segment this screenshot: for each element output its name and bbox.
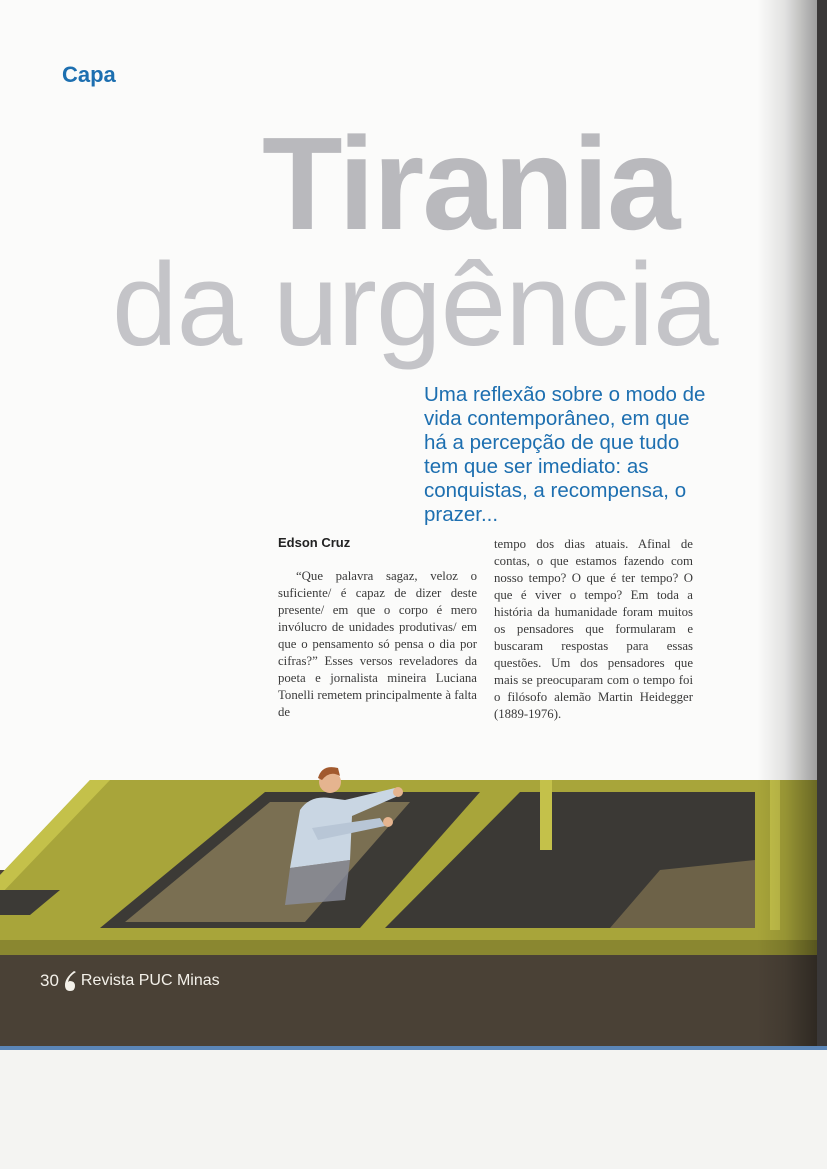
- author-name: Edson Cruz: [278, 535, 351, 550]
- article-subtitle: Uma reflexão sobre o modo de vida contemporâneo, em que há a percepção de que tudo tem que ser imediato: as conquistas, a recompensa, o prazer...: [424, 383, 706, 526]
- scan-bottom-edge: [0, 1046, 827, 1050]
- headline-line-1: Tirania: [262, 110, 679, 257]
- man-in-maze-illustration: [0, 740, 827, 1048]
- publication-logo-icon: [63, 970, 77, 992]
- publication-name: Revista PUC Minas: [80, 972, 220, 989]
- adjacent-page-edge: [817, 0, 827, 1048]
- body-column-2: tempo dos dias atuais. Afinal de contas, o que estamos fazendo com nosso tempo? O que é ter tempo? O que é viver o tempo? Em toda a história da humanidade foram muitos os pensadores que formularam e buscaram respostas para essas questões. Um dos pensadores que mais se preocuparam com o tempo foi o filósofo alemão Martin Heidegger (1889-1976).: [494, 537, 693, 721]
- body-column-1: “Que palavra sagaz, veloz o suficiente/ é capaz de dizer deste presente/ em que o corpo é mero invólucro de unidades produtivas/ em que o pensamento só pensa o dia por cifras?” Esses versos reveladores da poeta e jornalista mineira Luciana Tonelli remetem principalmente à falta de: [278, 569, 477, 719]
- page-number: 30: [40, 971, 59, 990]
- section-label: Capa: [62, 62, 116, 87]
- page-footer: [40, 970, 220, 992]
- headline-line-2: da urgência: [112, 239, 718, 371]
